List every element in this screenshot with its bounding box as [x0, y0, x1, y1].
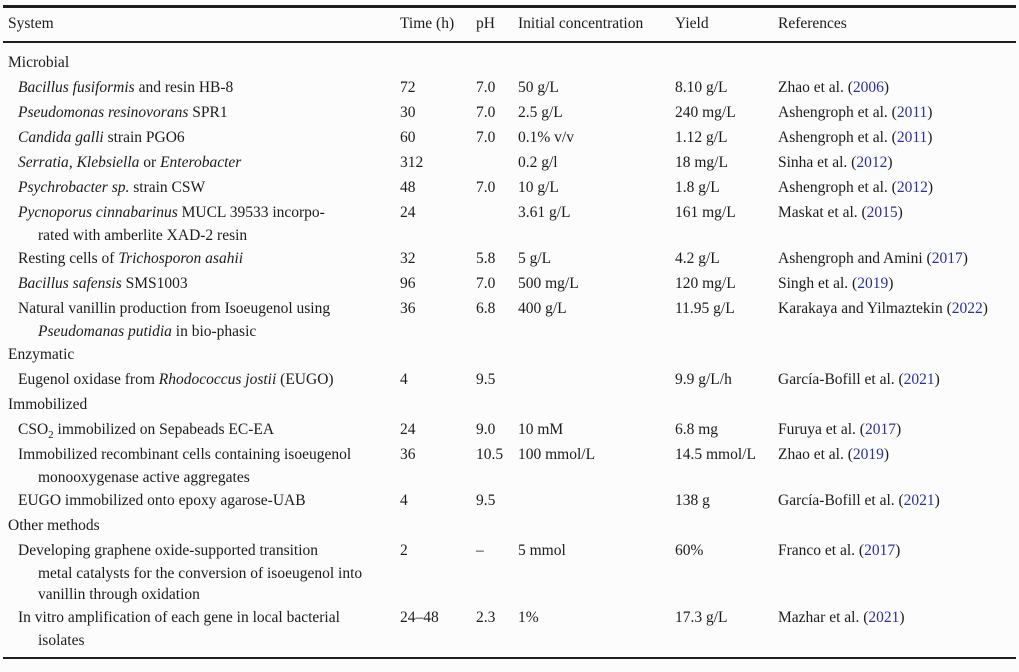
initial-concentration-cell: 5 g/L — [518, 250, 552, 267]
comparison-table — [3, 5, 1016, 659]
system-cell — [3, 417, 400, 442]
yield-cell: 18 mg/L — [675, 154, 728, 171]
initial-concentration-cell: 0.1% v/v — [518, 129, 574, 146]
system-text: Other methods — [8, 517, 100, 534]
system-cell — [3, 125, 400, 150]
system-text-line — [18, 225, 400, 246]
system-text-line — [18, 538, 400, 563]
table-body — [3, 43, 1016, 657]
organism-name: Bacillus safensis — [18, 275, 122, 292]
yield-cell: 8.10 g/L — [675, 79, 728, 96]
reference-text: ) — [962, 250, 968, 267]
system-text-line — [18, 630, 400, 651]
time-cell: 24–48 — [400, 609, 439, 626]
reference-text: Mazhar et al. ( — [778, 609, 869, 626]
organism-name: Serratia — [18, 154, 69, 171]
reference-cell — [778, 175, 1016, 200]
initial-concentration-cell: 10 g/L — [518, 179, 559, 196]
system-text: Enzymatic — [8, 346, 75, 363]
system-cell — [3, 296, 400, 342]
reference-text: Sinha et al. ( — [778, 154, 857, 171]
table-row — [3, 488, 1016, 513]
initial-concentration-cell: 3.61 g/L — [518, 204, 571, 221]
reference-cell — [778, 246, 1016, 271]
reference-text: ) — [934, 371, 940, 388]
reference-text: Ashengroph et al. ( — [778, 179, 897, 196]
system-text-line — [18, 488, 400, 513]
system-text: or — [139, 154, 161, 171]
system-cell — [3, 271, 400, 296]
time-cell: 4 — [400, 492, 408, 509]
reference-text: ) — [934, 492, 940, 509]
citation-year-link[interactable]: 2015 — [866, 204, 898, 221]
system-text: MUCL 39533 incorpo- — [177, 204, 325, 221]
initial-concentration-cell: 2.5 g/L — [518, 104, 563, 121]
table-row — [3, 75, 1016, 100]
reference-text: ) — [883, 79, 890, 96]
initial-concentration-cell: 5 mmol — [518, 542, 566, 559]
citation-year-link[interactable]: 2019 — [852, 446, 884, 463]
initial-concentration-cell: 400 g/L — [518, 300, 567, 317]
table-header — [3, 8, 1016, 43]
organism-name: Klebsiella — [76, 154, 140, 171]
system-text-line — [8, 392, 400, 417]
organism-name: Pycnoporus cinnabarinus — [18, 204, 178, 221]
citation-year-link[interactable]: 2011 — [896, 104, 928, 121]
reference-text: ) — [927, 179, 933, 196]
table-row — [3, 417, 1016, 442]
organism-name: Candida galli — [18, 129, 104, 146]
reference-text: ) — [895, 421, 902, 438]
system-cell — [3, 605, 400, 651]
reference-cell — [778, 296, 1016, 321]
ph-cell: – — [476, 542, 484, 559]
section-label — [3, 342, 400, 367]
reference-text: Furuya et al. ( — [778, 421, 865, 438]
system-cell — [3, 538, 400, 605]
yield-cell: 138 g — [675, 492, 710, 509]
ph-cell: 9.5 — [476, 492, 496, 509]
system-text: isolates — [38, 632, 85, 649]
reference-text: Ashengroph et al. ( — [778, 104, 897, 121]
yield-cell: 1.12 g/L — [675, 129, 728, 146]
ph-cell: 7.0 — [476, 129, 496, 146]
reference-text: Ashengroph and Amini ( — [778, 250, 932, 267]
table-row — [3, 100, 1016, 125]
reference-text: ) — [897, 204, 903, 221]
citation-year-link[interactable]: 2017 — [864, 542, 896, 559]
section-label — [3, 513, 400, 538]
system-text: Natural vanillin production from Isoeugenol using — [18, 300, 331, 317]
time-cell: 24 — [400, 421, 416, 438]
reference-text: Maskat et al. ( — [778, 204, 867, 221]
system-text-line — [18, 125, 400, 150]
system-text: In vitro amplification of each gene in local bacterial — [18, 609, 340, 626]
reference-text: ) — [899, 609, 905, 626]
ph-cell: 7.0 — [476, 104, 496, 121]
system-cell — [3, 246, 400, 271]
section-row — [3, 50, 1016, 75]
system-text-line — [18, 563, 400, 584]
col-header-yield: Yield — [675, 15, 709, 32]
ph-cell: 10.5 — [476, 446, 504, 463]
reference-text: Singh et al. ( — [778, 275, 858, 292]
section-label — [3, 50, 400, 75]
yield-cell: 4.2 g/L — [675, 250, 720, 267]
yield-cell: 17.3 g/L — [675, 609, 728, 626]
system-text-line — [18, 75, 400, 100]
time-cell: 36 — [400, 446, 416, 463]
organism-name: Pseudomanas putidia — [38, 323, 172, 340]
col-header-ph: pH — [476, 15, 495, 32]
citation-year-link[interactable]: 2011 — [896, 129, 928, 146]
time-cell: 72 — [400, 79, 416, 96]
time-cell: 312 — [400, 154, 424, 171]
citation-year-link[interactable]: 2017 — [864, 421, 896, 438]
system-text-line — [18, 271, 400, 296]
system-text-line — [8, 513, 400, 538]
citation-year-link[interactable]: 2006 — [852, 79, 884, 96]
time-cell: 96 — [400, 275, 416, 292]
table-row — [3, 367, 1016, 392]
system-text: SPR1 — [188, 104, 228, 121]
reference-text: ) — [887, 154, 893, 171]
yield-cell: 161 mg/L — [675, 204, 736, 221]
system-cell — [3, 150, 400, 175]
reference-text: ) — [927, 129, 933, 146]
reference-cell — [778, 442, 1016, 467]
reference-cell — [778, 75, 1016, 100]
table-row — [3, 538, 1016, 605]
reference-text: ) — [895, 542, 901, 559]
reference-cell — [778, 488, 1016, 513]
reference-cell — [778, 125, 1016, 150]
yield-cell: 14.5 mmol/L — [675, 446, 756, 463]
col-header-references: References — [778, 15, 847, 32]
system-text-line — [18, 296, 400, 321]
ph-cell: 7.0 — [476, 179, 496, 196]
ph-cell: 2.3 — [476, 609, 496, 626]
system-text: Immobilized recombinant cells containing isoeugenol — [18, 446, 352, 463]
ph-cell: 9.5 — [476, 371, 496, 388]
system-text: vanillin through oxidation — [38, 586, 200, 603]
ph-cell: 6.8 — [476, 300, 496, 317]
yield-cell: 11.95 g/L — [675, 300, 735, 317]
system-text: EUGO immobilized onto epoxy agarose-UAB — [18, 492, 306, 509]
citation-year-link[interactable]: 2021 — [903, 371, 935, 388]
table-row — [3, 175, 1016, 200]
organism-name: Psychrobacter sp. — [18, 179, 130, 196]
citation-year-link[interactable]: 2012 — [896, 179, 928, 196]
system-cell — [3, 200, 400, 246]
reference-cell — [778, 100, 1016, 125]
system-text: strain CSW — [129, 179, 206, 196]
reference-cell — [778, 417, 1016, 442]
table-row — [3, 125, 1016, 150]
citation-year-link[interactable]: 2021 — [868, 609, 900, 626]
reference-text: ) — [888, 275, 894, 292]
system-cell — [3, 442, 400, 488]
system-text-line — [8, 50, 400, 75]
system-text-line — [18, 442, 400, 467]
initial-concentration-cell: 1% — [518, 609, 539, 626]
reference-text: Zhao et al. ( — [778, 446, 853, 463]
ph-cell: 7.0 — [476, 275, 496, 292]
system-text: and resin HB-8 — [134, 79, 234, 96]
citation-year-link[interactable]: 2019 — [857, 275, 889, 292]
system-text: Developing graphene oxide-supported transition — [18, 542, 319, 559]
system-text: (EUGO) — [276, 371, 334, 388]
table-row — [3, 296, 1016, 342]
yield-cell: 120 mg/L — [675, 275, 736, 292]
section-label — [3, 392, 400, 417]
system-text-line — [18, 100, 400, 125]
system-cell — [3, 100, 400, 125]
system-text: CSO — [18, 421, 49, 438]
table-row — [3, 246, 1016, 271]
organism-name: Pseudomonas resinovorans — [18, 104, 189, 121]
citation-year-link[interactable]: 2021 — [903, 492, 935, 509]
system-cell — [3, 175, 400, 200]
system-text-line — [8, 342, 400, 367]
ph-cell: 7.0 — [476, 79, 496, 96]
initial-concentration-cell: 100 mmol/L — [518, 446, 596, 463]
section-row — [3, 513, 1016, 538]
system-text-line — [18, 150, 400, 175]
time-cell: 30 — [400, 104, 416, 121]
reference-cell — [778, 271, 1016, 296]
reference-text: ) — [982, 300, 988, 317]
citation-year-link[interactable]: 2022 — [951, 300, 983, 317]
initial-concentration-cell: 10 mM — [518, 421, 564, 438]
citation-year-link[interactable]: 2017 — [931, 250, 963, 267]
table-row — [3, 200, 1016, 246]
system-text-line — [18, 246, 400, 271]
time-cell: 60 — [400, 129, 416, 146]
organism-name: Trichosporon asahii — [118, 250, 244, 267]
initial-concentration-cell: 0.2 g/l — [518, 154, 558, 171]
system-text: metal catalysts for the conversion of isoeugenol into — [38, 565, 363, 582]
col-header-system: System — [8, 15, 54, 32]
initial-concentration-cell: 500 mg/L — [518, 275, 579, 292]
reference-cell — [778, 150, 1016, 175]
system-text-line — [18, 605, 400, 630]
system-text: Immobilized — [8, 396, 88, 413]
organism-name: Enterobacter — [160, 154, 242, 171]
reference-text: García-Bofill et al. ( — [778, 492, 904, 509]
system-text: in bio-phasic — [171, 323, 257, 340]
system-cell — [3, 367, 400, 392]
system-text-line — [18, 467, 400, 488]
yield-cell: 1.8 g/L — [675, 179, 720, 196]
time-cell: 4 — [400, 371, 408, 388]
col-header-initial-concentration: Initial concentration — [518, 15, 644, 32]
reference-text: Ashengroph et al. ( — [778, 129, 897, 146]
reference-text: ) — [883, 446, 890, 463]
system-text: 2 — [48, 429, 54, 442]
organism-name: Rhodococcus jostii — [158, 371, 277, 388]
reference-text: ) — [927, 104, 933, 121]
system-text-line — [18, 321, 400, 342]
time-cell: 32 — [400, 250, 416, 267]
system-text: Microbial — [8, 54, 70, 71]
reference-cell — [778, 605, 1016, 630]
yield-cell: 6.8 mg — [675, 421, 719, 438]
system-text: SMS1003 — [121, 275, 188, 292]
time-cell: 48 — [400, 179, 416, 196]
table-row — [3, 605, 1016, 651]
yield-cell: 240 mg/L — [675, 104, 736, 121]
table-row — [3, 271, 1016, 296]
reference-text: García-Bofill et al. ( — [778, 371, 904, 388]
ph-cell: 5.8 — [476, 250, 496, 267]
system-cell — [3, 75, 400, 100]
reference-cell — [778, 200, 1016, 225]
reference-cell — [778, 538, 1016, 563]
reference-cell — [778, 367, 1016, 392]
col-header-time: Time (h) — [400, 15, 455, 32]
organism-name: Bacillus fusiformis — [18, 79, 135, 96]
system-cell — [3, 488, 400, 513]
system-text-line — [18, 584, 400, 605]
system-text-line — [18, 175, 400, 200]
system-text: , — [68, 154, 77, 171]
time-cell: 36 — [400, 300, 416, 317]
section-row — [3, 392, 1016, 417]
reference-text: Zhao et al. ( — [778, 79, 853, 96]
system-text-line — [18, 417, 400, 442]
system-text-line — [18, 200, 400, 225]
yield-cell: 60% — [675, 542, 704, 559]
reference-text: Franco et al. ( — [778, 542, 865, 559]
initial-concentration-cell: 50 g/L — [518, 79, 559, 96]
reference-text: Karakaya and Yilmaztekin ( — [778, 300, 952, 317]
ph-cell: 9.0 — [476, 421, 496, 438]
table-row — [3, 150, 1016, 175]
system-text-line — [18, 367, 400, 392]
time-cell: 24 — [400, 204, 416, 221]
citation-year-link[interactable]: 2012 — [856, 154, 888, 171]
system-text: monooxygenase active aggregates — [38, 469, 250, 486]
system-text: Resting cells of — [18, 250, 119, 267]
time-cell: 2 — [400, 542, 408, 559]
section-row — [3, 342, 1016, 367]
system-text: immobilized on Sepabeads EC-EA — [53, 421, 275, 438]
table-row — [3, 442, 1016, 488]
system-text: Eugenol oxidase from — [18, 371, 159, 388]
yield-cell: 9.9 g/L/h — [675, 371, 732, 388]
system-text: rated with amberlite XAD-2 resin — [38, 227, 248, 244]
system-text: strain PGO6 — [103, 129, 185, 146]
